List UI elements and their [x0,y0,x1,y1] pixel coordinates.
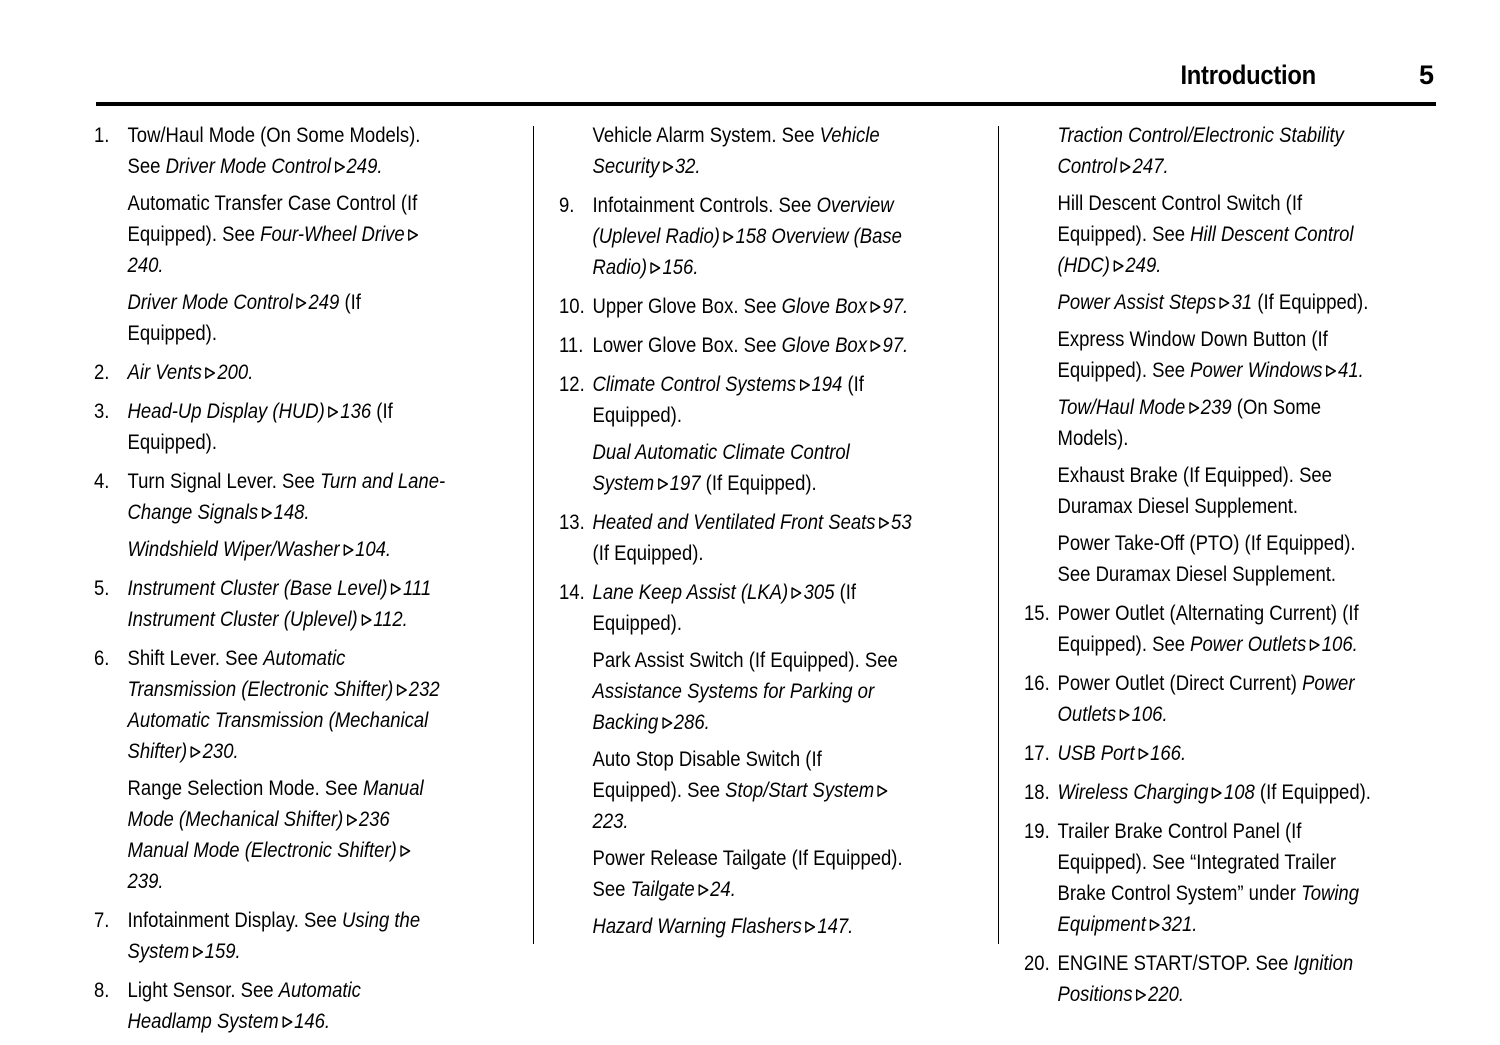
cross-reference-link[interactable]: Tailgate [630,877,695,901]
item-paragraph [128,396,447,458]
list-item [559,330,912,361]
page-reference-arrow-icon [1309,638,1321,652]
item-paragraph [128,905,447,967]
cross-reference-link[interactable]: Head-Up Display (HUD) [127,399,325,423]
item-text: Power Take-Off (PTO) (If Equipped). See Duramax Diesel Supplement. [1057,531,1356,586]
page-reference-arrow-icon [204,366,216,380]
item-text: (If Equipped). [127,399,393,454]
cross-reference-link[interactable]: 166. [1150,741,1187,765]
item-paragraph [128,188,447,281]
page-reference-arrow-icon [334,160,346,174]
page-reference-arrow-icon [1149,918,1161,932]
cross-reference-link[interactable]: Glove Box [781,294,867,318]
item-paragraph [593,190,912,283]
list-item [1024,668,1377,730]
list-item [559,369,912,499]
cross-reference-link[interactable]: Heated and Ventilated Front Seats [592,510,876,534]
item-text: Shift Lever. See [127,646,264,670]
cross-reference-link[interactable]: Instrument Cluster (Base Level) [127,576,388,600]
cross-reference-link[interactable]: 239 [1200,395,1232,419]
page-reference-arrow-icon [1188,401,1200,415]
item-paragraph [1058,287,1377,318]
item-paragraph [593,120,912,182]
cross-reference-link[interactable]: Manual Mode (Mechanical Shifter) [127,776,424,831]
item-text: Lower Glove Box. See [592,333,782,357]
page-number: 5 [1418,60,1434,90]
item-paragraph [593,744,912,837]
cross-reference-link[interactable]: 159. [204,939,241,963]
cross-reference-link[interactable]: 220. [1148,982,1185,1006]
item-text: Auto Stop Disable Switch (If Equipped). See [592,747,822,802]
item-number: 18. [1024,780,1050,804]
item-paragraph [1058,324,1377,386]
page-reference-arrow-icon [662,160,674,174]
cross-reference-link[interactable]: Hazard Warning Flashers [592,914,802,938]
cross-reference-link[interactable]: Traction Control/Electronic Stability Control [1057,123,1344,178]
cross-reference-link[interactable]: Four-Wheel Drive [260,222,405,246]
item-paragraph [1058,188,1377,281]
item-number: 9. [559,193,575,217]
item-text: Range Selection Mode. See [127,776,363,800]
item-number: 5. [94,576,110,600]
cross-reference-link[interactable]: 53 [891,510,912,534]
item-number: 11. [559,333,584,357]
list-item [559,577,912,942]
cross-reference-link[interactable]: 230. [202,739,239,763]
page-reference-arrow-icon [870,339,882,353]
list-item [94,905,447,967]
item-number: 13. [559,510,585,534]
page-reference-arrow-icon [190,745,202,759]
cross-reference-link[interactable]: 158 Overview (Base Radio) [592,224,902,279]
item-paragraph [1058,598,1377,660]
list-item [94,573,447,635]
page-header [96,58,1436,106]
column-divider [998,126,999,944]
item-paragraph [128,287,447,349]
page-reference-arrow-icon [804,920,816,934]
item-number: 10. [559,294,585,318]
item-text: Vehicle Alarm System. See [592,123,820,147]
item-number: 15. [1024,601,1050,625]
page-reference-arrow-icon [878,516,890,530]
cross-reference-link[interactable]: Towing Equipment [1057,881,1360,936]
item-text: Automatic Transfer Case Control (If Equipped). See [127,191,418,246]
item-paragraph [593,645,912,738]
page-reference-arrow-icon [657,477,669,491]
column-1 [94,120,504,1045]
item-paragraph [593,330,912,361]
cross-reference-link[interactable]: Automatic Headlamp System [127,978,361,1033]
page-reference-arrow-icon [877,784,889,798]
page-reference-arrow-icon [697,883,709,897]
list-item [559,190,912,283]
page-reference-arrow-icon [791,586,803,600]
cross-reference-link[interactable]: 321. [1161,912,1198,936]
item-number: 3. [94,399,110,423]
page-reference-arrow-icon [1137,747,1149,761]
cross-reference-link[interactable]: Tow/Haul Mode [1057,395,1186,419]
cross-reference-link[interactable]: 32. [674,154,701,178]
item-text: (On Some Models). [1057,395,1322,450]
list-item [94,643,447,897]
cross-reference-link[interactable]: USB Port [1057,741,1135,765]
item-number: 7. [94,908,110,932]
item-number: 4. [94,469,110,493]
item-paragraph [593,911,912,942]
column-divider [533,126,534,944]
cross-reference-link[interactable]: 31 [1231,290,1253,314]
item-number: 1. [94,123,110,147]
cross-reference-link[interactable]: 236 Manual Mode (Electronic Shifter) [127,807,397,862]
cross-reference-link[interactable]: 24. [710,877,736,901]
page-reference-arrow-icon [1219,296,1231,310]
cross-reference-link[interactable]: Dual Automatic Climate Control System [592,440,850,495]
cross-reference-link[interactable]: 136 [340,399,372,423]
cross-reference-link[interactable]: Turn and Lane-Change Signals [127,469,446,524]
cross-reference-link[interactable]: 286. [673,710,710,734]
cross-reference-link[interactable]: Hill Descent Control (HDC) [1057,222,1354,277]
item-paragraph [1058,816,1377,940]
cross-reference-link[interactable]: 223. [592,809,629,833]
list-item [94,466,447,565]
cross-reference-link[interactable]: 249 [308,290,340,314]
item-paragraph [1058,120,1377,182]
cross-reference-link[interactable]: 104. [355,537,392,561]
item-paragraph [128,773,447,897]
cross-reference-link[interactable]: Driver Mode Control [127,290,293,314]
item-number: 14. [559,580,585,604]
item-paragraph [1058,668,1377,730]
item-text: (If Equipped). [1254,780,1371,804]
list-item [94,396,447,458]
item-number: 17. [1024,741,1050,765]
item-text: (If Equipped). [127,290,361,345]
cross-reference-link[interactable]: 240. [127,253,164,277]
cross-reference-link[interactable]: Climate Control Systems [592,372,796,396]
item-paragraph [1058,392,1377,454]
item-text: Park Assist Switch (If Equipped). See [592,648,898,672]
cross-reference-link[interactable]: 108 [1223,780,1255,804]
item-text: Turn Signal Lever. See [127,469,321,493]
cross-reference-link[interactable]: 147. [817,914,854,938]
list-item [94,975,447,1037]
item-paragraph [1058,777,1377,808]
cross-reference-link[interactable]: Using the System [127,908,421,963]
cross-reference-link[interactable]: Power Outlets [1190,632,1307,656]
cross-reference-link[interactable]: Windshield Wiper/Washer [127,537,340,561]
page-reference-arrow-icon [1325,364,1337,378]
cross-reference-link[interactable]: 249. [346,154,383,178]
cross-reference-link[interactable]: Wireless Charging [1057,780,1209,804]
item-text: (If Equipped). [592,580,857,635]
list-item [559,291,912,322]
cross-reference-link[interactable]: Power Outlets [1057,671,1355,726]
page-reference-arrow-icon [346,813,358,827]
item-paragraph [1058,528,1377,590]
item-text: Power Outlet (Alternating Current) (If Equipped). See [1057,601,1359,656]
item-paragraph [593,577,912,639]
column-2 [559,120,969,950]
page-reference-arrow-icon [1120,160,1132,174]
cross-reference-link[interactable]: Air Vents [127,360,202,384]
cross-reference-link[interactable]: 249. [1125,253,1162,277]
cross-reference-link[interactable]: Automatic Transmission (Electronic Shifter) [127,646,394,701]
item-text: Power Outlet (Direct Current) [1057,671,1303,695]
cross-reference-link[interactable]: Lane Keep Assist (LKA) [592,580,789,604]
section-title: Introduction [1180,60,1316,90]
list-item [1024,738,1377,769]
item-paragraph [128,357,447,388]
page-reference-arrow-icon [407,228,419,242]
cross-reference-link[interactable]: Assistance Systems for Parking or Backing [592,679,875,734]
cross-reference-link[interactable]: Vehicle Security [592,123,880,178]
page-reference-arrow-icon [296,296,308,310]
item-number: 6. [94,646,110,670]
item-number: 12. [559,372,585,396]
list-item [1024,777,1377,808]
item-paragraph [128,975,447,1037]
item-paragraph [128,120,447,182]
item-number: 20. [1024,951,1050,975]
list-item [94,120,447,349]
item-paragraph [128,643,447,767]
page-reference-arrow-icon [396,683,408,697]
item-text: Express Window Down Button (If Equipped). See [1057,327,1328,382]
cross-reference-link[interactable]: 97. [882,333,909,357]
item-text: Light Sensor. See [127,978,279,1002]
cross-reference-link[interactable]: 97. [882,294,909,318]
item-text: (If Equipped). [592,372,864,427]
cross-reference-link[interactable]: 239. [127,869,164,893]
cross-reference-link[interactable]: 112. [373,607,408,631]
list-item [1024,598,1377,660]
cross-reference-link[interactable]: 232 Automatic Transmission (Mechanical Shifter) [127,677,440,763]
list-item [1024,120,1377,590]
item-text: (If Equipped). [1252,290,1369,314]
page-reference-arrow-icon [390,582,402,596]
cross-reference-link[interactable]: 200. [217,360,254,384]
item-text: (If Equipped). [592,541,704,565]
item-paragraph [1058,948,1377,1010]
page-reference-arrow-icon [192,945,204,959]
cross-reference-link[interactable]: 106. [1321,632,1358,656]
item-number: 19. [1024,819,1050,843]
cross-reference-link[interactable]: 106. [1131,702,1168,726]
page-reference-arrow-icon [327,405,339,419]
cross-reference-link[interactable]: 156. [662,255,699,279]
page-reference-arrow-icon [281,1015,293,1029]
item-paragraph [128,534,447,565]
item-number: 2. [94,360,110,384]
item-paragraph [593,369,912,431]
item-text: Exhaust Brake (If Equipped). See Duramax Diesel Supplement. [1057,463,1332,518]
item-paragraph [593,437,912,499]
item-text: (If Equipped). [700,471,817,495]
item-paragraph [128,466,447,528]
item-paragraph [593,291,912,322]
item-paragraph [128,573,447,635]
item-paragraph [1058,738,1377,769]
column-3 [1024,120,1434,1018]
cross-reference-link[interactable]: Power Assist Steps [1057,290,1217,314]
page-reference-arrow-icon [723,230,735,244]
page-reference-arrow-icon [650,261,662,275]
cross-reference-link[interactable]: 194 [811,372,843,396]
page-reference-arrow-icon [1112,259,1124,273]
item-paragraph [593,507,912,569]
cross-reference-link[interactable]: 41. [1338,358,1364,382]
item-paragraph [593,843,912,905]
cross-reference-link[interactable]: 197 [669,471,701,495]
list-item [1024,816,1377,940]
page-reference-arrow-icon [360,613,372,627]
list-item [559,120,912,182]
page-reference-arrow-icon [1119,708,1131,722]
item-number: 8. [94,978,110,1002]
page-reference-arrow-icon [661,716,673,730]
item-text: Infotainment Display. See [127,908,343,932]
list-item [559,507,912,569]
item-paragraph [1058,460,1377,522]
page-reference-arrow-icon [799,378,811,392]
item-text: Tow/Haul Mode (On Some Models). See [127,123,421,178]
page-reference-arrow-icon [399,844,411,858]
item-text: Upper Glove Box. See [592,294,782,318]
list-item [1024,948,1377,1010]
page-reference-arrow-icon [1211,786,1223,800]
cross-reference-link[interactable]: Driver Mode Control [165,154,332,178]
item-text: ENGINE START/STOP. See [1057,951,1294,975]
cross-reference-link[interactable]: Overview (Uplevel Radio) [592,193,894,248]
page-reference-arrow-icon [342,543,354,557]
cross-reference-link[interactable]: 305 [803,580,835,604]
cross-reference-link[interactable]: 148. [273,500,310,524]
cross-reference-link[interactable]: 146. [294,1009,331,1033]
cross-reference-link[interactable]: Power Windows [1190,358,1323,382]
page-reference-arrow-icon [870,300,882,314]
cross-reference-link[interactable]: Stop/Start System [725,778,875,802]
cross-reference-link[interactable]: 111 Instrument Cluster (Uplevel) [127,576,432,631]
cross-reference-link[interactable]: 247. [1132,154,1169,178]
page-reference-arrow-icon [261,506,273,520]
item-text: Trailer Brake Control Panel (If Equipped). See “Integrated Trailer Brake Control System” under [1057,819,1337,905]
item-text: Hill Descent Control Switch (If Equipped). See [1057,191,1303,246]
cross-reference-link[interactable]: Ignition Positions [1057,951,1354,1006]
list-item [94,357,447,388]
item-number: 16. [1024,671,1050,695]
cross-reference-link[interactable]: Glove Box [781,333,867,357]
item-text: Infotainment Controls. See [592,193,817,217]
item-text: Power Release Tailgate (If Equipped). See [592,846,903,901]
